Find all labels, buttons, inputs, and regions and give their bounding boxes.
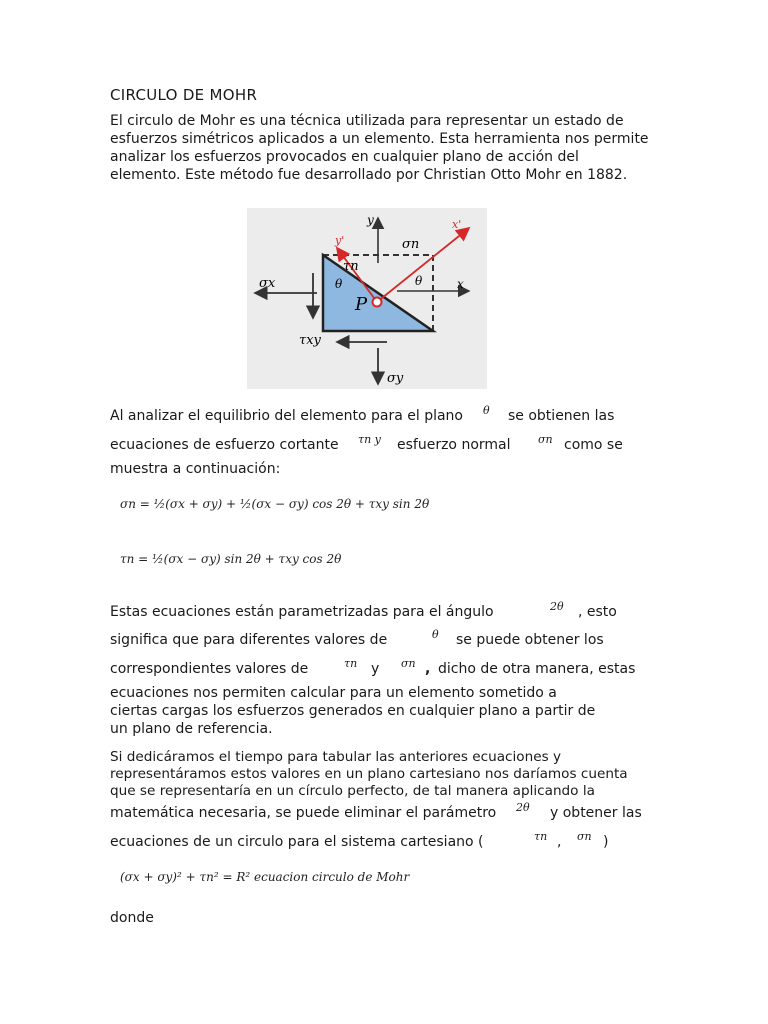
equation-tau-n: τn = ½(σx − σy) sin 2θ + τxy cos 2θ xyxy=(120,552,342,566)
para3-line3a: correspondientes valores de xyxy=(110,661,309,677)
intro-line-4: elemento. Este método fue desarrollado por Christian Otto Mohr en 1882. xyxy=(110,167,628,183)
para3-sigma: σn xyxy=(401,657,416,670)
point-p-label: P xyxy=(355,294,368,315)
para3-line2a: significa que para diferentes valores de xyxy=(110,632,388,648)
tau-xy-label: τxy xyxy=(299,333,321,348)
para3-line4: ecuaciones nos permiten calcular para un elemento sometido a xyxy=(110,685,557,701)
para2-theta: θ xyxy=(483,404,490,417)
tau-n-label: τn xyxy=(343,259,359,274)
para2-line1a: Al analizar el equilibrio del elemento para el plano xyxy=(110,408,463,424)
para3-y: y xyxy=(371,661,380,677)
para3-tau: τn xyxy=(344,657,358,670)
para2-tau: τn y xyxy=(358,433,381,446)
para3-line5: ciertas cargas los esfuerzos generados en cualquier plano a partir de xyxy=(110,703,596,719)
para3-line3b: dicho de otra manera, estas xyxy=(438,661,636,677)
donde-label: donde xyxy=(110,910,154,926)
para2-line2b: esfuerzo normal xyxy=(397,437,511,453)
para4-close-paren: ) xyxy=(603,834,609,850)
sigma-x-label: σx xyxy=(259,276,276,291)
para4-comma: , xyxy=(557,834,562,850)
y-prime-label: y' xyxy=(335,234,345,247)
y-axis-label: y xyxy=(367,213,374,227)
para3-line1a: Estas ecuaciones están parametrizadas para el ángulo xyxy=(110,604,494,620)
stress-element-figure xyxy=(247,208,487,389)
para3-comma: , xyxy=(425,661,431,677)
para3-theta: θ xyxy=(432,628,439,641)
x-prime-label: x' xyxy=(452,218,462,231)
theta-label-left: θ xyxy=(335,277,343,291)
intro-line-3: analizar los esfuerzos provocados en cualquier plano de acción del xyxy=(110,149,579,165)
para4-line3: que se representaría en un círculo perfecto, de tal manera aplicando la xyxy=(110,783,595,799)
para3-2theta: 2θ xyxy=(550,600,564,613)
para4-line1: Si dedicáramos el tiempo para tabular las anteriores ecuaciones y xyxy=(110,749,562,765)
page-title: CIRCULO DE MOHR xyxy=(110,86,258,104)
sigma-y-label: σy xyxy=(387,371,404,386)
para3-line6: un plano de referencia. xyxy=(110,721,273,737)
para2-line2c: como se xyxy=(564,437,623,453)
para3-line1b: , esto xyxy=(578,604,617,620)
para4-line5a: ecuaciones de un circulo para el sistema cartesiano ( xyxy=(110,834,484,850)
para4-tau: τn xyxy=(534,830,548,843)
intro-line-1: El circulo de Mohr es una técnica utilizada para representar un estado de xyxy=(110,113,624,129)
para4-2theta: 2θ xyxy=(516,801,530,814)
para4-line4a: matemática necesaria, se puede eliminar el parámetro xyxy=(110,805,497,821)
intro-line-2: esfuerzos simétricos aplicados a un elemento. Esta herramienta nos permite xyxy=(110,131,649,147)
para4-line2: representáramos estos valores en un plano cartesiano nos daríamos cuenta xyxy=(110,766,628,782)
para3-line2b: se puede obtener los xyxy=(456,632,604,648)
para4-line4b: y obtener las xyxy=(550,805,642,821)
para2-line2a: ecuaciones de esfuerzo cortante xyxy=(110,437,339,453)
para2-line1b: se obtienen las xyxy=(508,408,615,424)
para4-sigma: σn xyxy=(577,830,592,843)
para2-sigma: σn xyxy=(538,433,553,446)
equation-sigma-n: σn = ½(σx + σy) + ½(σx − σy) cos 2θ + τxy sin 2θ xyxy=(120,497,430,511)
para2-line3: muestra a continuación: xyxy=(110,461,281,477)
sigma-n-label: σn xyxy=(402,237,420,252)
x-axis-label: x xyxy=(457,277,464,291)
equation-mohr-circle: (σx + σy)² + τn² = R² ecuacion circulo de Mohr xyxy=(120,870,410,884)
theta-label-right: θ xyxy=(415,274,423,288)
